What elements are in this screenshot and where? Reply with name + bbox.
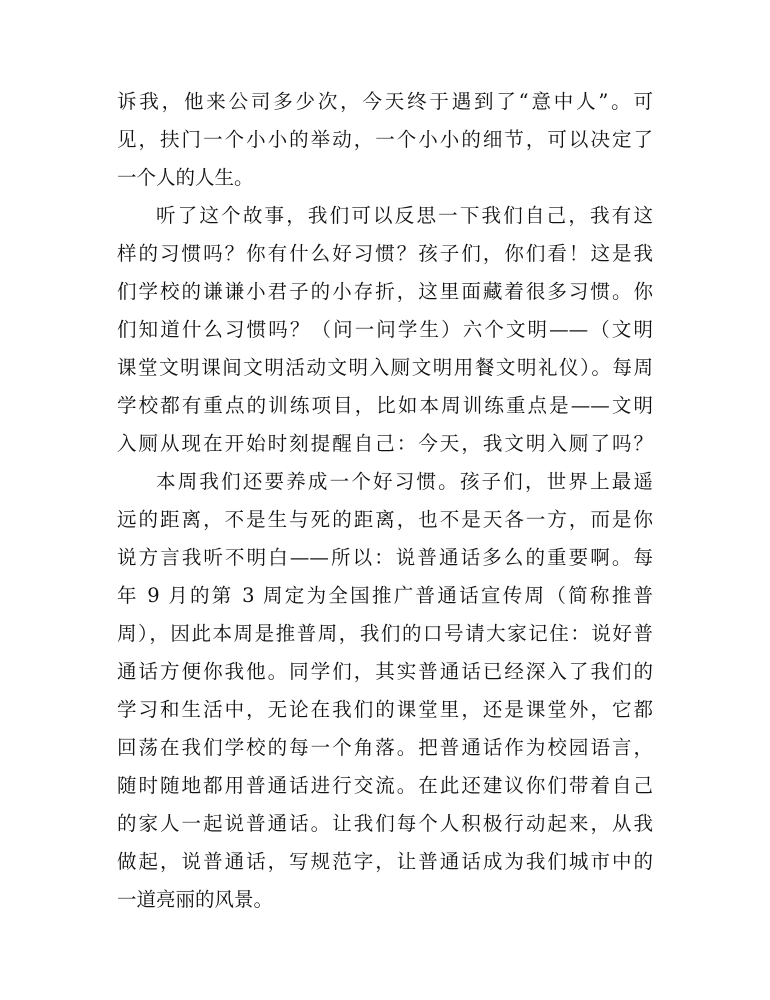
text-line: 诉我，他来公司多少次，今天终于遇到了“意中人”。可 [117, 90, 653, 113]
paragraph-1 [117, 83, 653, 197]
text-line: 年 9 月的第 3 周定为全国推广普通话宣传周（简称推普 [117, 584, 653, 607]
text-line: 通话方便你我他。同学们，其实普通话已经深入了我们的 [117, 660, 653, 683]
text-line: 学习和生活中，无论在我们的课堂里，还是课堂外，它都 [117, 698, 653, 721]
text-line: 说方言我听不明白——所以：说普通话多么的重要啊。每 [117, 546, 653, 569]
text-line: 一个人的人生。 [117, 166, 254, 189]
text-line: 本周我们还要养成一个好习惯。孩子们，世界上最遥 [156, 470, 653, 493]
document-body [117, 83, 653, 919]
text-line: 一道亮丽的风景。 [117, 888, 274, 911]
text-line: 随时随地都用普通话进行交流。在此还建议你们带着自己 [117, 774, 653, 797]
paragraph-3 [117, 463, 653, 919]
text-line: 们学校的谦谦小君子的小存折，这里面藏着很多习惯。你 [117, 280, 653, 303]
text-line: 的家人一起说普通话。让我们每个人积极行动起来，从我 [117, 812, 653, 835]
text-line: 入厕从现在开始时刻提醒自己：今天，我文明入厕了吗？ [117, 432, 653, 455]
text-line: 远的距离，不是生与死的距离，也不是天各一方，而是你 [117, 508, 653, 531]
text-line: 听了这个故事，我们可以反思一下我们自己，我有这 [156, 204, 653, 227]
text-line: 周），因此本周是推普周，我们的口号请大家记住：说好普 [117, 622, 653, 645]
text-line: 学校都有重点的训练项目，比如本周训练重点是——文明 [117, 394, 653, 417]
text-line: 见，扶门一个小小的举动，一个小小的细节，可以决定了 [117, 128, 653, 151]
paragraph-2 [117, 197, 653, 463]
text-line: 回荡在我们学校的每一个角落。把普通话作为校园语言， [117, 736, 653, 759]
text-line: 们知道什么习惯吗？（问一问学生）六个文明——（文明 [117, 318, 653, 341]
text-line: 样的习惯吗？你有什么好习惯？孩子们，你们看！这是我 [117, 242, 653, 265]
text-line: 做起，说普通话，写规范字，让普通话成为我们城市中的 [117, 850, 653, 873]
text-line: 课堂文明课间文明活动文明入厕文明用餐文明礼仪）。每周 [117, 356, 653, 379]
